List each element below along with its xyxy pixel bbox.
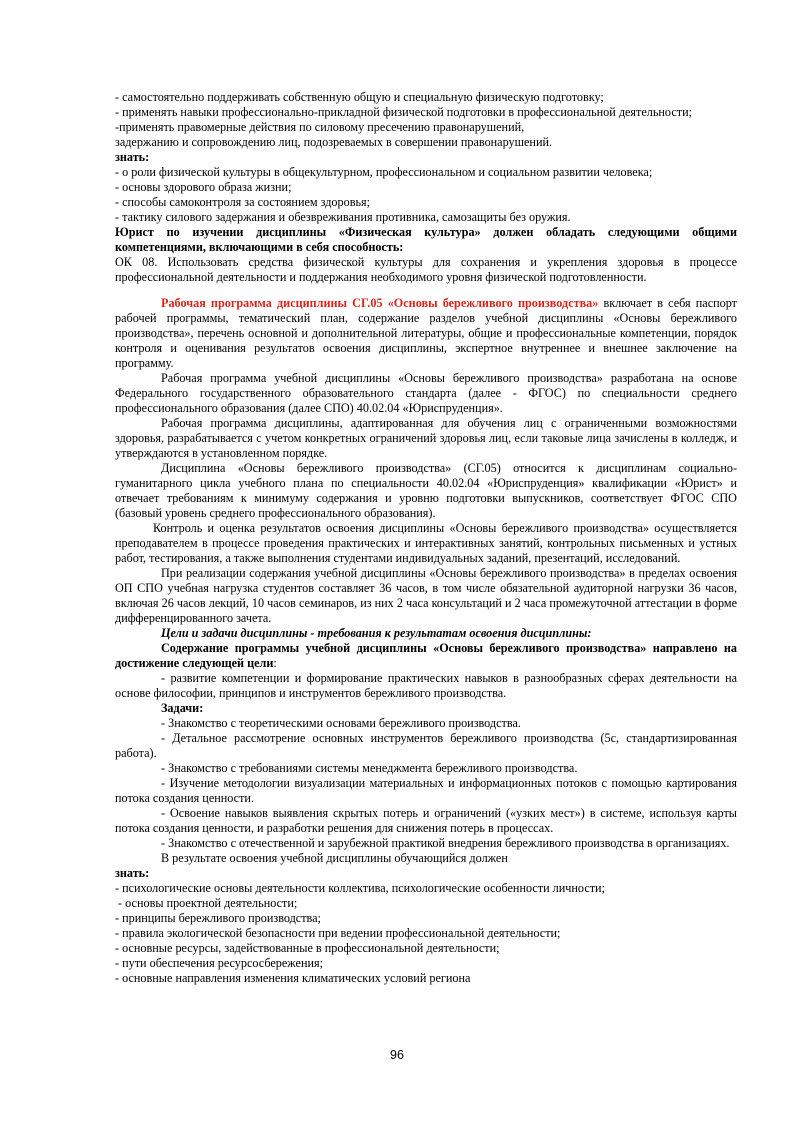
list-item: - о роли физической культуры в общекультурном, профессиональном и социальном развитии человека; [115, 165, 653, 179]
list-item: -применять правомерные действия по силовому пресечению правонарушений, [115, 120, 525, 134]
list-item: - самостоятельно поддерживать собственную общую и специальную физическую подготовку; [115, 90, 604, 104]
spacer [115, 285, 737, 296]
goals-heading: Цели и задачи дисциплины - требования к результатам освоения дисциплины: [161, 626, 592, 640]
content-colon: : [273, 656, 277, 670]
list-item: - правила экологической безопасности при ведении профессиональной деятельности; [115, 926, 561, 940]
list-item: - основы проектной деятельности; [115, 896, 298, 910]
paragraph: При реализации содержания учебной дисциплины «Основы бережливого производства» в пределах освоения ОП СПО учебная нагрузка студентов составляет 36 часов, в том числе обязательной аудиторной нагрузки 36 часов, включая 26 часов лекций, 10 часов семинаров, из них 2 часа консультаций и 2 часа промежуточной аттестации в форме дифференцированного зачета. [115, 566, 737, 625]
paragraph: Контроль и оценка результатов освоения дисциплины «Основы бережливого производства» осуществляется преподавателем в процессе проведения практических и интерактивных занятий, контрольных письменных и устных работ, тестирования, а также выполнения студентами индивидуальных заданий, презентаций, исследований. [115, 521, 737, 565]
task-item: - Детальное рассмотрение основных инструментов бережливого производства (5с, стандартизированная работа). [115, 731, 737, 760]
task-item: - Изучение методологии визуализации материальных и информационных потоков с помощью картирования потока создания ценности. [115, 776, 737, 805]
program-intro-text: включает в себя паспорт рабочей программы, тематический план, содержание разделов учебной дисциплины «Основы бережливого производства», перечень основной и дополнительной литературы, общие и профессиональные компетенции, порядок контроля и оценивания результатов освоения дисциплины, экспертное внутреннее и внешнее заключение на программу. [115, 296, 737, 370]
task-item: - Освоение навыков выявления скрытых потерь и ограничений («узких мест») в системе, используя карты потока создания ценности, и разработки решения для снижения потерь в процессах. [115, 806, 737, 835]
content-heading: Содержание программы учебной дисциплины «Основы бережливого производства» направлено на достижение следующей цели [115, 641, 737, 670]
competence-heading: Юрист по изучении дисциплины «Физическая культура» должен обладать следующими общими компетенциями, включающими в себя способность: [115, 225, 737, 254]
list-item: - пути обеспечения ресурсосбережения; [115, 956, 324, 970]
program-intro-paragraph [115, 296, 737, 371]
tasks-heading: Задачи: [161, 701, 204, 715]
know-heading: знать: [115, 150, 150, 164]
paragraph: Рабочая программа учебной дисциплины «Основы бережливого производства» разработана на основе Федерального государственного образовательного стандарта (далее - ФГОС) по специальности среднего профессионального образования (далее СПО) 40.02.04 «Юриспруденция». [115, 371, 737, 415]
document-page [115, 90, 737, 986]
list-item: - психологические основы деятельности коллектива, психологические особенности личности; [115, 881, 605, 895]
task-item: - Знакомство с требованиями системы менеджмента бережливого производства. [161, 761, 578, 775]
task-item: - Знакомство с теоретическими основами бережливого производства. [161, 716, 521, 730]
page-number: 96 [390, 1048, 404, 1062]
list-item: - основы здорового образа жизни; [115, 180, 292, 194]
list-item: - основные направления изменения климатических условий региона [115, 971, 471, 985]
goal-item: - развитие компетенции и формирование практических навыков в разнообразных сферах деятельности на основе философии, принципов и инструментов бережливого производства. [115, 671, 737, 700]
list-item: - принципы бережливого производства; [115, 911, 321, 925]
list-item: - тактику силового задержания и обезвреживания противника, самозащиты без оружия. [115, 210, 571, 224]
list-item: задержанию и сопровождению лиц, подозреваемых в совершении правонарушений. [115, 135, 553, 149]
result-line: В результате освоения учебной дисциплины обучающийся должен [161, 851, 508, 865]
know-heading: знать: [115, 866, 150, 880]
program-title: Рабочая программа дисциплины СГ.05 «Основы бережливого производства» [161, 296, 599, 310]
content-heading-paragraph [115, 641, 737, 671]
list-item: - применять навыки профессионально-прикладной физической подготовки в профессиональной деятельности; [115, 105, 692, 119]
list-item: - способы самоконтроля за состоянием здоровья; [115, 195, 371, 209]
paragraph: Рабочая программа дисциплины, адаптированная для обучения лиц с ограниченными возможностями здоровья, разрабатывается с учетом конкретных ограничений здоровья лиц, если таковые лица зачислены в колледж, и утверждаются в установленном порядке. [115, 416, 737, 460]
list-item: - основные ресурсы, задействованные в профессиональной деятельности; [115, 941, 500, 955]
paragraph: Дисциплина «Основы бережливого производства» (СГ.05) относится к дисциплинам социально-гуманитарного цикла учебного плана по специальности 40.02.04 «Юриспруденция» квалификации «Юрист» и отвечает требованиям к минимуму содержания и уровню подготовки выпускников, соответствует ФГОС СПО (базовый уровень среднего профессионального образования). [115, 461, 737, 520]
task-item: - Знакомство с отечественной и зарубежной практикой внедрения бережливого производства в организациях. [161, 836, 730, 850]
ok08-paragraph: ОК 08. Использовать средства физической культуры для сохранения и укрепления здоровья в процессе профессиональной деятельности и поддержания необходимого уровня физической подготовленности. [115, 255, 737, 284]
